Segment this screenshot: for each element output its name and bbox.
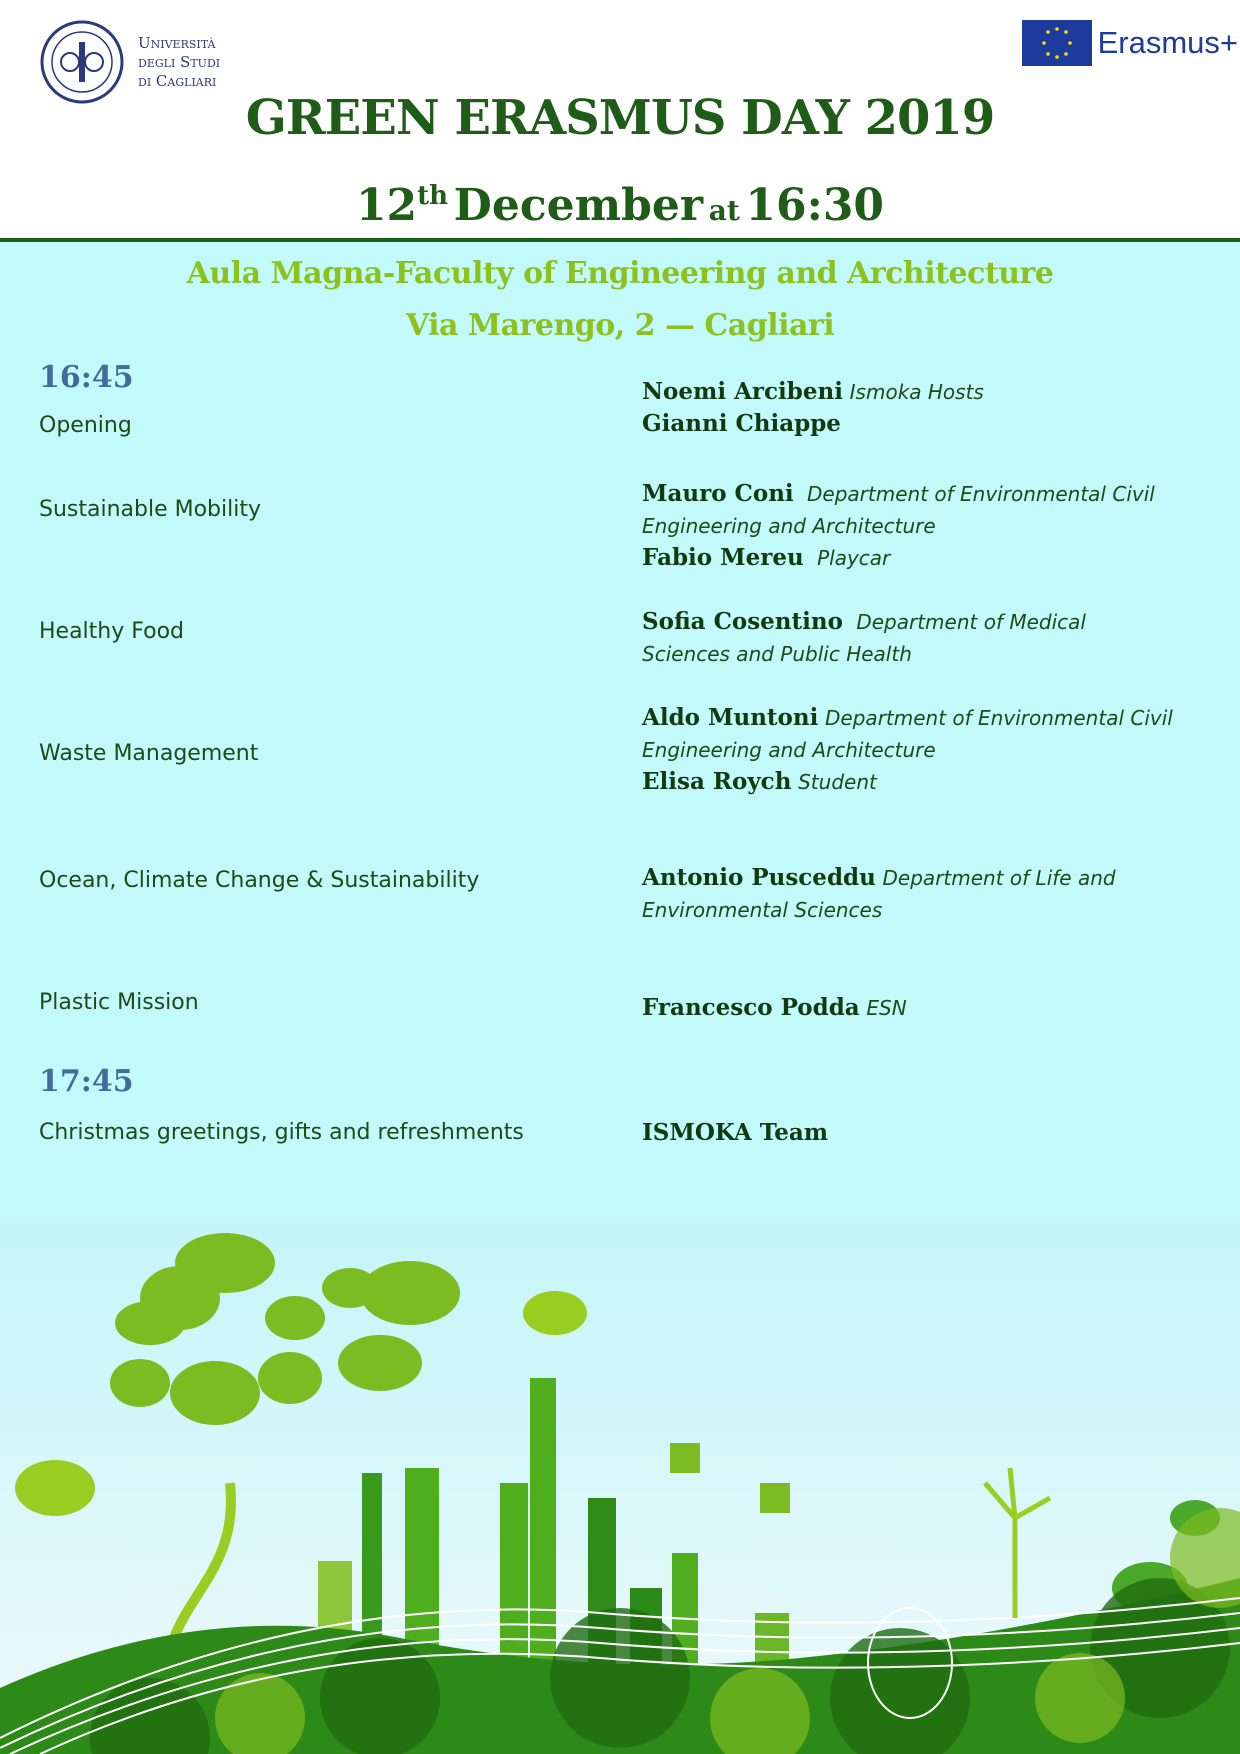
speaker-affiliation: Ismoka Hosts: [849, 380, 984, 404]
speaker-block: [642, 992, 1202, 1024]
eu-flag-icon: [1022, 20, 1092, 66]
date-at: at: [708, 194, 740, 227]
speaker-affiliation: Department of Medical Sciences and Public Health: [642, 610, 1086, 666]
topic-mobility: Sustainable Mobility: [39, 497, 262, 522]
date-time: 16:30: [745, 180, 885, 231]
speaker-name: Elisa Roych: [642, 768, 792, 795]
speaker-name: Mauro Coni: [642, 480, 794, 507]
speaker-block: [642, 702, 1182, 798]
erasmus-wordmark: Erasmus+: [1097, 25, 1238, 60]
speaker-name: ISMOKA Team: [642, 1119, 829, 1146]
date-day: 12: [355, 180, 418, 231]
date-suffix: th: [417, 180, 449, 211]
university-line: degli Studi: [138, 52, 221, 71]
page-title: GREEN ERASMUS DAY 2019: [245, 90, 995, 146]
speaker-name: Antonio Pusceddu: [642, 864, 876, 891]
venue-line-2: Via Marengo, 2 — Cagliari: [405, 308, 835, 343]
speaker-affiliation: Department of Environmental Civil Engineering and Architecture: [642, 482, 1155, 538]
start-time: 16:45: [39, 360, 134, 395]
speaker-block: [642, 478, 1202, 574]
speaker-name: Fabio Mereu: [642, 544, 804, 571]
speaker-affiliation: ESN: [866, 996, 907, 1020]
speaker-block: [642, 1117, 1202, 1149]
topic-plastic: Plastic Mission: [39, 990, 199, 1015]
university-name: [138, 34, 220, 91]
topic-christmas: Christmas greetings, gifts and refreshments: [39, 1120, 524, 1145]
speaker-name: Aldo Muntoni: [642, 704, 819, 731]
topic-ocean: Ocean, Climate Change & Sustainability: [39, 868, 480, 893]
topic-opening: Opening: [39, 413, 132, 438]
speaker-affiliation: Playcar: [817, 546, 891, 570]
header: [0, 0, 1240, 240]
speaker-affiliation: Department of Life and Environmental Sciences: [642, 866, 1116, 922]
speaker-name: Gianni Chiappe: [642, 410, 841, 437]
speaker-block: [642, 862, 1182, 926]
erasmus-logo: [1022, 20, 1238, 66]
speaker-block: [642, 376, 1202, 440]
end-time: 17:45: [39, 1064, 134, 1099]
university-line: di Cagliari: [138, 71, 217, 90]
speaker-name: Noemi Arcibeni: [642, 378, 843, 405]
date-month: December: [453, 180, 704, 231]
topic-waste: Waste Management: [39, 741, 259, 766]
speaker-affiliation: Department of Environmental Civil Engineering and Architecture: [642, 706, 1173, 762]
speaker-name: Francesco Podda: [642, 994, 860, 1021]
speaker-block: [642, 606, 1162, 670]
topic-food: Healthy Food: [39, 619, 185, 644]
green-city-illustration: [0, 1218, 1240, 1754]
speaker-name: Sofia Cosentino: [642, 608, 843, 635]
event-date: [0, 180, 1240, 231]
venue-line-1: Aula Magna-Faculty of Engineering and Architecture: [186, 256, 1054, 291]
university-line: Università: [138, 33, 216, 52]
speaker-affiliation: Student: [798, 770, 877, 794]
